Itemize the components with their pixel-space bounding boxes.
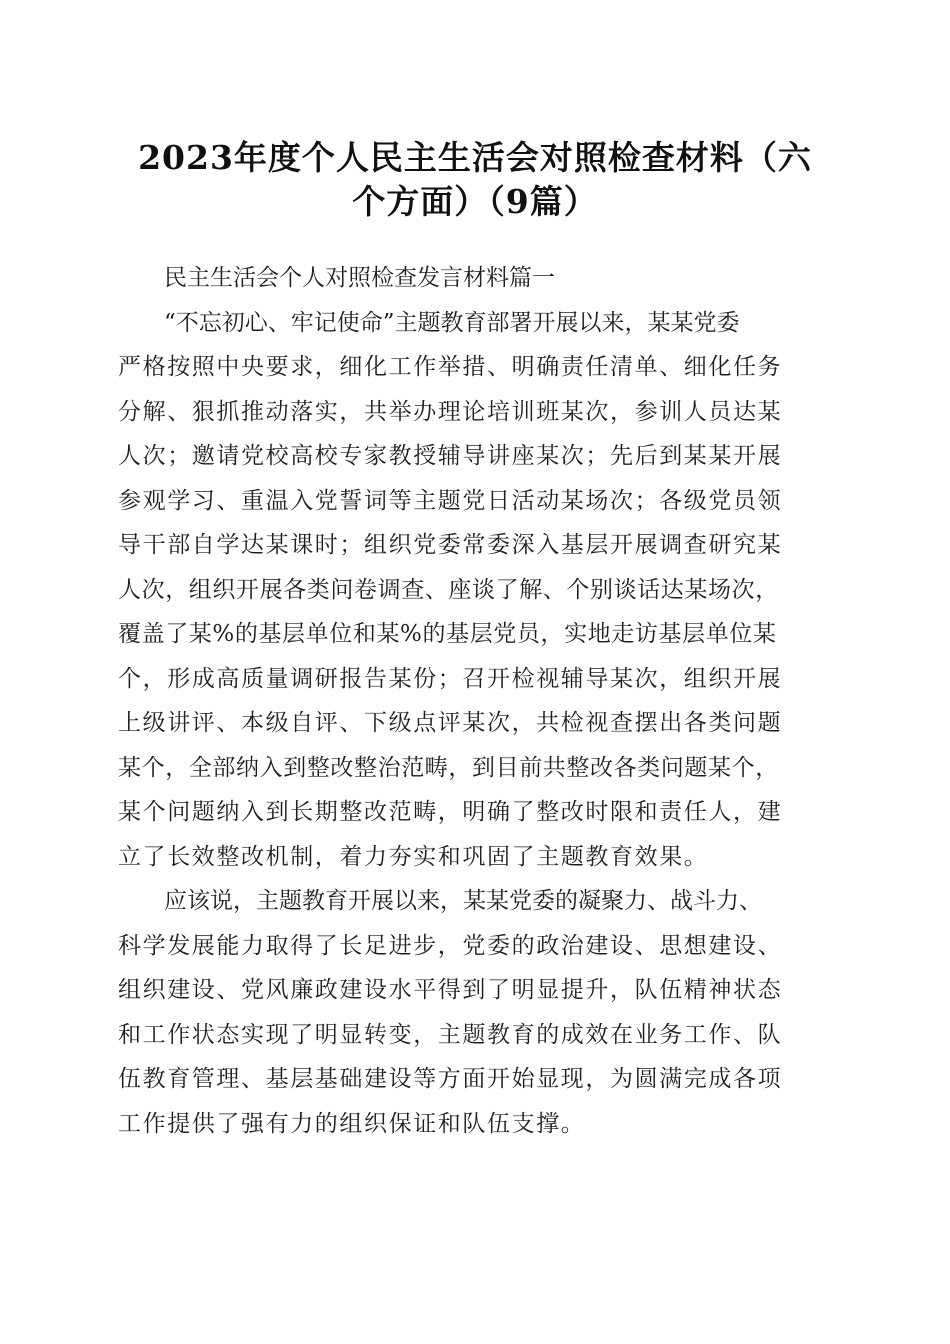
paragraph-line: 伍教育管理、基层基础建设等方面开始显现，为圆满完成各项 (118, 1066, 783, 1092)
paragraph-line: 应该说，主题教育开展以来，某某党委的凝聚力、战斗力、 (164, 888, 762, 914)
paragraph-line: 上级讲评、本级自评、下级点评某次，共检视查摆出各类问题 (118, 710, 783, 736)
paragraph-line: “不忘初心、牢记使命”主题教育部署开展以来，某某党委 (164, 309, 740, 336)
paragraph-line: 某个问题纳入到长期整改范畴，明确了整改时限和责任人，建 (118, 799, 783, 825)
title-line-2: 个方面）（9篇） (352, 182, 598, 221)
paragraph-line: 组织建设、党风廉政建设水平得到了明显提升，队伍精神状态 (118, 977, 783, 1003)
paragraph-line: 人次；邀请党校高校专家教授辅导讲座某次；先后到某某开展 (118, 443, 783, 469)
paragraph-1 (118, 301, 838, 880)
paragraph-line: 导干部自学达某课时；组织党委常委深入基层开展调查研究某 (118, 532, 783, 558)
paragraph-line: 覆盖了某%的基层单位和某%的基层党员，实地走访基层单位某 (118, 621, 777, 647)
paragraph-line: 个，形成高质量调研报告某份；召开检视辅导某次，组织开展 (118, 665, 783, 692)
document-title (100, 136, 850, 224)
paragraph-line: 人次，组织开展各类问卷调查、座谈了解、个别谈话达某场次， (118, 576, 779, 603)
paragraph-line: 科学发展能力取得了长足进步，党委的政治建设、思想建设、 (118, 932, 783, 959)
paragraph-line: 和工作状态实现了明显转变，主题教育的成效在业务工作、队 (118, 1021, 783, 1048)
title-line-1: 2023年度个人民主生活会对照检查材料（六 (138, 138, 812, 177)
document-body (118, 256, 838, 1146)
paragraph-line: 工作提供了强有力的组织保证和队伍支撑。 (118, 1110, 586, 1137)
paragraph-line: 某个，全部纳入到整改整治范畴，到目前共整改各类问题某个， (118, 754, 779, 781)
paragraph-line: 立了长效整改机制，着力夯实和巩固了主题教育效果。 (118, 843, 709, 870)
paragraph-line: 分解、狠抓推动落实，共举办理论培训班某次，参训人员达某 (118, 398, 783, 425)
paragraph-line: 严格按照中央要求，细化工作举措、明确责任清单、细化任务 (118, 354, 783, 380)
section-heading: 民主生活会个人对照检查发言材料篇一 (164, 265, 555, 291)
paragraph-line: 参观学习、重温入党誓词等主题党日活动某场次；各级党员领 (118, 487, 783, 514)
paragraph-2 (118, 879, 838, 1146)
